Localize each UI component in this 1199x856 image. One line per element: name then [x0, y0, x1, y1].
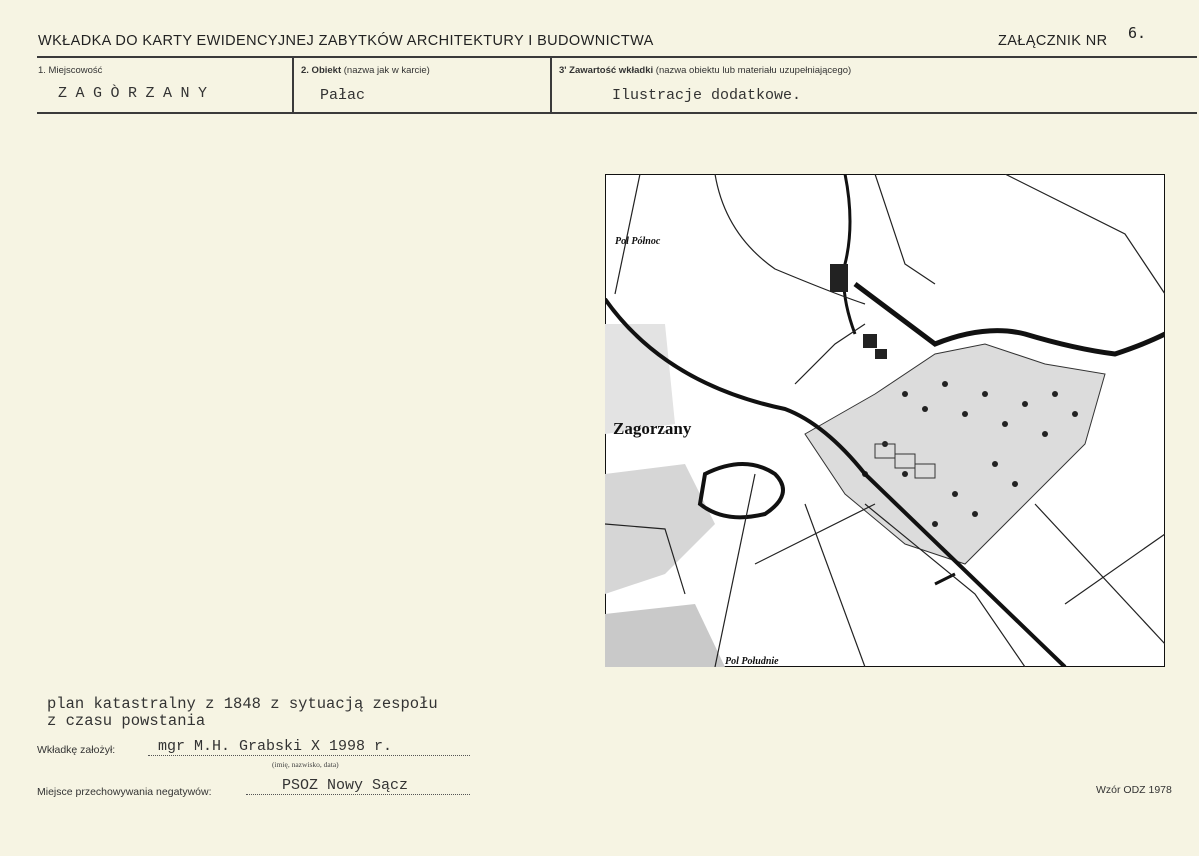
locality-value: ZAGÒRZANY	[58, 85, 216, 102]
storage-dotted-line	[246, 794, 470, 795]
author-label: Wkładkę założył:	[37, 744, 116, 756]
field-divider-1	[292, 58, 294, 113]
author-dotted-line	[148, 755, 470, 756]
contents-label: 3' Zawartość wkładki (nazwa obiektu lub materiału uzupełniającego)	[559, 65, 852, 76]
object-label: 2. Obiekt (nazwa jak w karcie)	[301, 65, 430, 76]
form-code: Wzór ODZ 1978	[1096, 784, 1172, 796]
storage-label: Miejsce przechowywania negatywów:	[37, 786, 212, 798]
author-sub-label: (imię, nazwisko, data)	[272, 760, 339, 769]
card-title: WKŁADKA DO KARTY EWIDENCYJNEJ ZABYTKÓW ARCHITEKTURY I BUDOWNICTWA	[38, 33, 654, 49]
header-rule-top	[37, 56, 1197, 58]
map-label-south-field: Pol Południe	[725, 656, 779, 667]
storage-value: PSOZ Nowy Sącz	[282, 777, 409, 794]
annex-label: ZAŁĄCZNIK NR	[998, 33, 1108, 49]
caption-line-2: z czasu powstania	[47, 712, 206, 730]
contents-value: Ilustracje dodatkowe.	[612, 87, 802, 104]
object-value: Pałac	[320, 87, 366, 104]
header-rule-bottom	[37, 112, 1197, 114]
cadastral-map	[605, 174, 1165, 667]
caption	[47, 696, 438, 730]
author-value: mgr M.H. Grabski X 1998 r.	[158, 738, 393, 755]
locality-label: 1. Miejscowość	[38, 65, 103, 76]
annex-number: 6.	[1128, 24, 1147, 42]
field-divider-2	[550, 58, 552, 113]
map-label-north-field: Pol Północ	[615, 236, 661, 247]
map-label-town: Zagorzany	[613, 419, 692, 438]
caption-line-1: plan katastralny z 1848 z sytuacją zespołu	[47, 695, 438, 713]
